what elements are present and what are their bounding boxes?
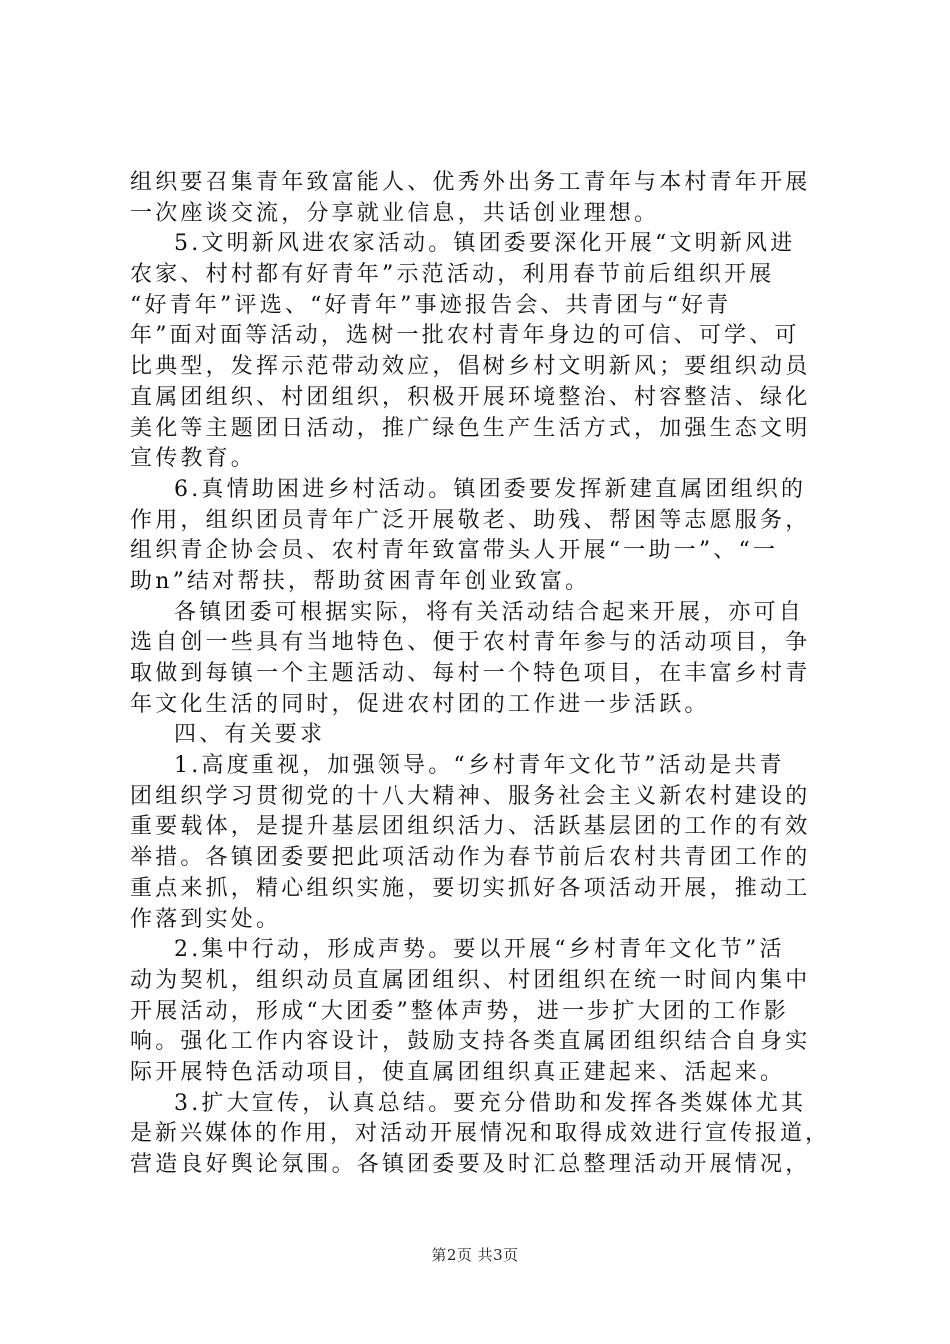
text-line: 作用，组织团员青年广泛开展敬老、助残、帮困等志愿服务， <box>130 507 811 533</box>
text-line: 响。强化工作内容设计，鼓励支持各类直属团组织结合自身实 <box>130 1029 811 1055</box>
text-line: 团组织学习贯彻党的十八大精神、服务社会主义新农村建设的 <box>130 783 811 809</box>
text-line: 助n”结对帮扶，帮助贫困青年创业致富。 <box>130 568 591 594</box>
text-line: 重要载体，是提升基层团组织活力、活跃基层团的工作的有效 <box>130 814 811 840</box>
paragraph-start-line: 2.集中行动，形成声势。要以开展“乡村青年文化节”活 <box>174 937 785 963</box>
paragraph-start-line: 5.文明新风进农家活动。镇团委要深化开展“文明新风进 <box>174 231 796 257</box>
text-line: 重点来抓，精心组织实施，要切实抓好各项活动开展，推动工 <box>130 875 811 901</box>
text-line: 组织青企协会员、农村青年致富带头人开展“一助一”、“一 <box>130 538 779 564</box>
section-heading: 四、有关要求 <box>174 722 326 748</box>
text-line: 一次座谈交流，分享就业信息，共话创业理想。 <box>130 200 660 226</box>
text-line: 是新兴媒体的作用，对活动开展情况和取得成效进行宣传报道， <box>130 1121 831 1147</box>
text-line: “好青年”评选、“好青年”事迹报告会、共青团与“好青 <box>130 292 732 318</box>
text-line: 际开展特色活动项目，使直属团组织真正建起来、活起来。 <box>130 1059 786 1085</box>
text-line: 年”面对面等活动，选树一批农村青年身边的可信、可学、可 <box>130 323 800 349</box>
text-line: 美化等主题团日活动，推广绿色生产生活方式，加强生态文明 <box>130 415 811 441</box>
document-body <box>130 168 830 1181</box>
text-line: 举措。各镇团委要把此项活动作为春节前后农村共青团工作的 <box>130 845 811 871</box>
paragraph-start-line: 6.真情助困进乡村活动。镇团委要发挥新建直属团组织的 <box>174 476 807 502</box>
text-line: 动为契机，组织动员直属团组织、村团组织在统一时间内集中 <box>130 967 811 993</box>
text-line: 作落到实处。 <box>130 906 282 932</box>
paragraph-start-line: 3.扩大宣传，认真总结。要充分借助和发挥各类媒体尤其 <box>174 1090 807 1116</box>
text-line: 农家、村村都有好青年”示范活动，利用春节前后组织开展 <box>130 262 775 288</box>
text-line: 组织要召集青年致富能人、优秀外出务工青年与本村青年开展 <box>130 170 811 195</box>
paragraph-start-line: 1.高度重视，加强领导。“乡村青年文化节”活动是共青 <box>174 753 785 779</box>
text-line: 营造良好舆论氛围。各镇团委要及时汇总整理活动开展情况， <box>130 1152 811 1177</box>
text-line: 取做到每镇一个主题活动、每村一个特色项目，在丰富乡村青 <box>130 661 811 686</box>
text-line: 开展活动，形成“大团委”整体声势，进一步扩大团的工作影 <box>130 998 789 1024</box>
text-line: 直属团组织、村团组织，积极开展环境整治、村容整洁、绿化 <box>130 384 811 410</box>
text-line: 年文化生活的同时，促进农村团的工作进一步活跃。 <box>130 691 710 717</box>
paragraph-start-line: 各镇团委可根据实际，将有关活动结合起来开展，亦可自 <box>174 599 805 625</box>
page-number-footer: 第2页 共3页 <box>431 1246 519 1264</box>
text-line: 宣传教育。 <box>130 446 257 472</box>
text-line: 选自创一些具有当地特色、便于农村青年参与的活动项目，争 <box>130 630 811 656</box>
text-line: 比典型，发挥示范带动效应，倡树乡村文明新风；要组织动员 <box>130 354 811 380</box>
